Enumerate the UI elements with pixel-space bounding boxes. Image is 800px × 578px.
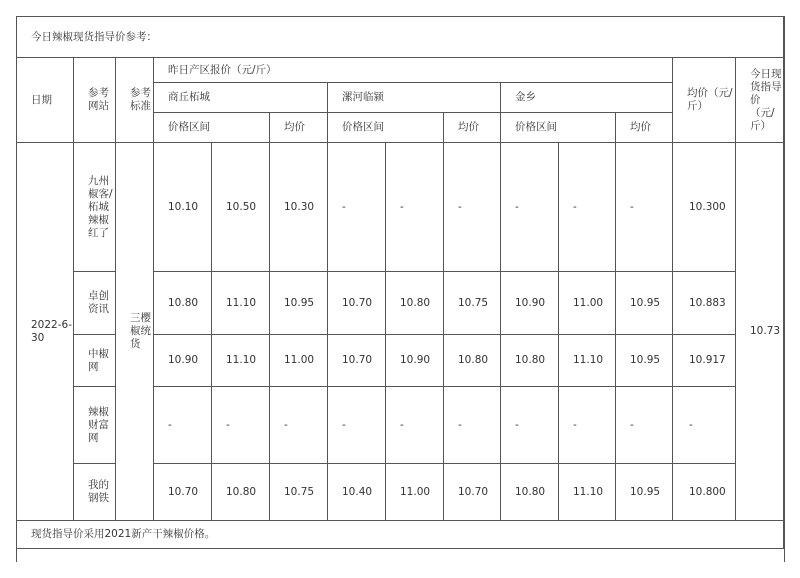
avg-cell: 10.300 xyxy=(673,143,736,272)
header-avg: 均价 xyxy=(444,113,501,143)
header-site: 参考网站 xyxy=(74,58,116,143)
table-title: 今日辣椒现货指导价参考： xyxy=(17,17,784,58)
price-cell: 10.70 xyxy=(154,464,212,521)
price-cell: - xyxy=(270,387,328,464)
site-cell: 中椒网 xyxy=(74,335,116,387)
price-cell: 11.00 xyxy=(559,272,616,335)
site-cell: 九州椒客/柘城辣椒红了 xyxy=(74,143,116,272)
price-cell: - xyxy=(616,143,673,272)
price-cell: 11.10 xyxy=(212,335,270,387)
price-cell: 10.95 xyxy=(270,272,328,335)
price-cell: - xyxy=(154,387,212,464)
price-cell: 10.95 xyxy=(616,272,673,335)
price-cell: 10.90 xyxy=(154,335,212,387)
header-date: 日期 xyxy=(17,58,74,143)
price-cell: 11.10 xyxy=(559,335,616,387)
price-cell: 10.95 xyxy=(616,335,673,387)
avg-cell: 10.917 xyxy=(673,335,736,387)
site-cell: 我的钢铁 xyxy=(74,464,116,521)
price-cell: 10.80 xyxy=(212,464,270,521)
avg-cell: 10.800 xyxy=(673,464,736,521)
price-cell: 10.90 xyxy=(501,272,559,335)
header-range: 价格区间 xyxy=(501,113,616,143)
table-footnote: 现货指导价采用2021新产干辣椒价格。 xyxy=(17,521,784,549)
price-cell: - xyxy=(616,387,673,464)
header-range: 价格区间 xyxy=(154,113,270,143)
price-cell: 10.50 xyxy=(212,143,270,272)
price-cell: - xyxy=(212,387,270,464)
price-cell: 11.00 xyxy=(386,464,444,521)
price-cell: - xyxy=(444,143,501,272)
today-price-cell: 10.73 xyxy=(736,143,784,521)
price-cell: - xyxy=(386,387,444,464)
price-cell: 11.00 xyxy=(270,335,328,387)
price-cell: - xyxy=(501,143,559,272)
header-standard: 参考标准 xyxy=(116,58,154,143)
price-cell: 10.75 xyxy=(270,464,328,521)
site-cell: 卓创资讯 xyxy=(74,272,116,335)
price-cell: - xyxy=(328,387,386,464)
price-cell: 10.10 xyxy=(154,143,212,272)
price-cell: - xyxy=(559,387,616,464)
price-cell: 10.80 xyxy=(501,335,559,387)
price-cell: 10.95 xyxy=(616,464,673,521)
price-cell: - xyxy=(501,387,559,464)
header-avg: 均价 xyxy=(270,113,328,143)
price-cell: 10.80 xyxy=(501,464,559,521)
price-table xyxy=(16,16,784,549)
header-region-jinxiang: 金乡 xyxy=(501,83,673,113)
price-cell: 10.90 xyxy=(386,335,444,387)
price-cell: 10.80 xyxy=(444,335,501,387)
price-cell: 10.40 xyxy=(328,464,386,521)
price-cell: 10.75 xyxy=(444,272,501,335)
header-yesterday: 昨日产区报价（元/斤） xyxy=(154,58,673,83)
header-region-zhecheng: 商丘柘城 xyxy=(154,83,328,113)
avg-cell: 10.883 xyxy=(673,272,736,335)
header-today: 今日现货指导价（元/斤） xyxy=(736,58,784,143)
table-row xyxy=(17,143,784,272)
price-cell: 10.80 xyxy=(154,272,212,335)
price-cell: - xyxy=(559,143,616,272)
standard-cell: 三樱椒统货 xyxy=(116,143,154,521)
price-cell: - xyxy=(444,387,501,464)
price-cell: - xyxy=(386,143,444,272)
header-avg-total: 均价（元/斤） xyxy=(673,58,736,143)
header-range: 价格区间 xyxy=(328,113,444,143)
header-region-linying: 漯河临颍 xyxy=(328,83,501,113)
price-cell: 11.10 xyxy=(212,272,270,335)
price-cell: 10.70 xyxy=(328,335,386,387)
header-avg: 均价 xyxy=(616,113,673,143)
price-cell: 10.70 xyxy=(328,272,386,335)
price-cell: 10.80 xyxy=(386,272,444,335)
price-cell: 10.30 xyxy=(270,143,328,272)
avg-cell: - xyxy=(673,387,736,464)
date-cell: 2022-6-30 xyxy=(17,143,74,521)
price-cell: - xyxy=(328,143,386,272)
site-cell: 辣椒财富网 xyxy=(74,387,116,464)
price-cell: 11.10 xyxy=(559,464,616,521)
price-cell: 10.70 xyxy=(444,464,501,521)
